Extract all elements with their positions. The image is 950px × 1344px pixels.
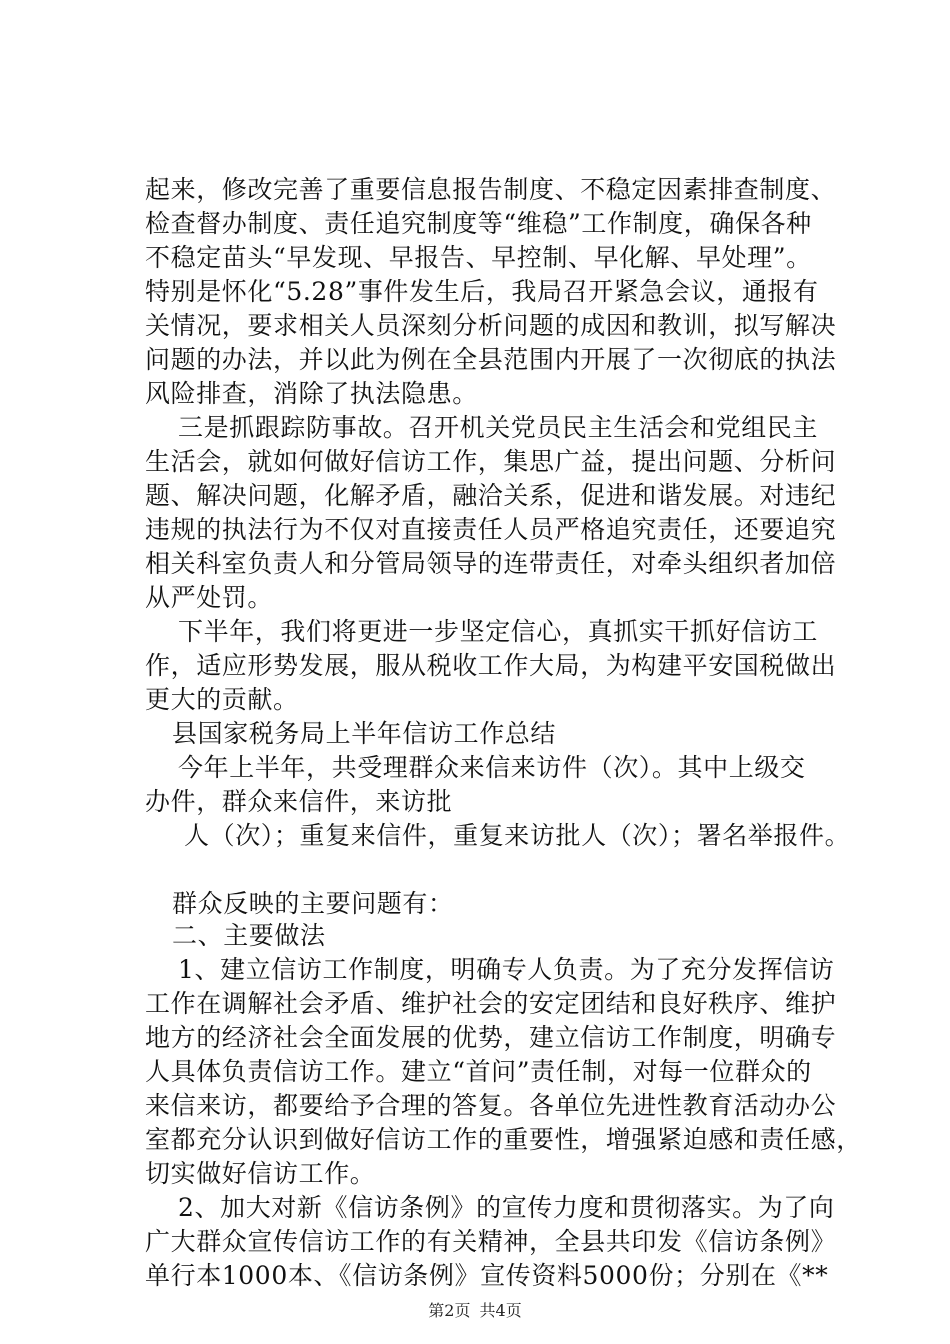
paragraph-line: 1、建立信访工作制度，明确专人负责。为了充分发挥信访 <box>178 955 835 984</box>
paragraph-line: 检查督办制度、责任追究制度等“维稳”工作制度，确保各种 <box>145 209 812 238</box>
paragraph-line: 起来，修改完善了重要信息报告制度、不稳定因素排查制度、 <box>145 175 837 204</box>
paragraph-line: 室都充分认识到做好信访工作的重要性，增强紧迫感和责任感， <box>145 1125 862 1154</box>
paragraph-line: 三是抓跟踪防事故。召开机关党员民主生活会和党组民主 <box>178 413 819 442</box>
paragraph-line: 人（次）；重复来信件，重复来访批人（次）；署名举报件。 <box>184 821 851 850</box>
paragraph-line: 作，适应形势发展，服从税收工作大局，为构建平安国税做出 <box>145 651 837 680</box>
paragraph-line: 办件，群众来信件，来访批 <box>145 787 453 816</box>
paragraph-line: 群众反映的主要问题有： <box>172 889 454 918</box>
section-title: 县国家税务局上半年信访工作总结 <box>172 719 557 748</box>
paragraph-line: 人具体负责信访工作。建立“首问”责任制，对每一位群众的 <box>145 1057 812 1086</box>
paragraph-line: 生活会，就如何做好信访工作，集思广益，提出问题、分析问 <box>145 447 837 476</box>
paragraph-line: 下半年，我们将更进一步坚定信心，真抓实干抓好信访工 <box>178 617 819 646</box>
paragraph-line: 风险排查，消除了执法隐患。 <box>145 379 478 408</box>
paragraph-line: 特别是怀化“5.28”事件发生后，我局召开紧急会议，通报有 <box>145 277 819 306</box>
paragraph-line: 不稳定苗头“早发现、早报告、早控制、早化解、早处理”。 <box>145 243 812 272</box>
paragraph-line: 来信来访，都要给予合理的答复。各单位先进性教育活动办公 <box>145 1091 837 1120</box>
paragraph-line: 工作在调解社会矛盾、维护社会的安定团结和良好秩序、维护 <box>145 989 837 1018</box>
page-number: 第2页 <box>428 1301 471 1320</box>
paragraph-line: 相关科室负责人和分管局领导的连带责任，对牵头组织者加倍 <box>145 549 837 578</box>
paragraph-line: 广大群众宣传信访工作的有关精神，全县共印发《信访条例》 <box>145 1227 837 1256</box>
paragraph-line: 题、解决问题，化解矛盾，融洽关系，促进和谐发展。对违纪 <box>145 481 837 510</box>
paragraph-line: 切实做好信访工作。 <box>145 1159 376 1188</box>
paragraph-line: 地方的经济社会全面发展的优势，建立信访工作制度，明确专 <box>145 1023 837 1052</box>
paragraph-line: 今年上半年，共受理群众来信来访件（次）。其中上级交 <box>178 753 806 782</box>
section-heading: 二、主要做法 <box>172 921 326 950</box>
paragraph-line: 从严处罚。 <box>145 583 274 612</box>
page-footer <box>0 1300 950 1322</box>
paragraph-line: 违规的执法行为不仅对直接责任人员严格追究责任，还要追究 <box>145 515 837 544</box>
paragraph-line: 更大的贡献。 <box>145 685 299 714</box>
paragraph-line: 2、加大对新《信访条例》的宣传力度和贯彻落实。为了向 <box>178 1193 835 1222</box>
page-total: 共4页 <box>479 1301 522 1320</box>
paragraph-line: 单行本1000本、《信访条例》宣传资料5000份；分别在《** <box>145 1261 829 1290</box>
paragraph-line: 问题的办法，并以此为例在全县范围内开展了一次彻底的执法 <box>145 345 837 374</box>
paragraph-line: 关情况，要求相关人员深刻分析问题的成因和教训，拟写解决 <box>145 311 837 340</box>
